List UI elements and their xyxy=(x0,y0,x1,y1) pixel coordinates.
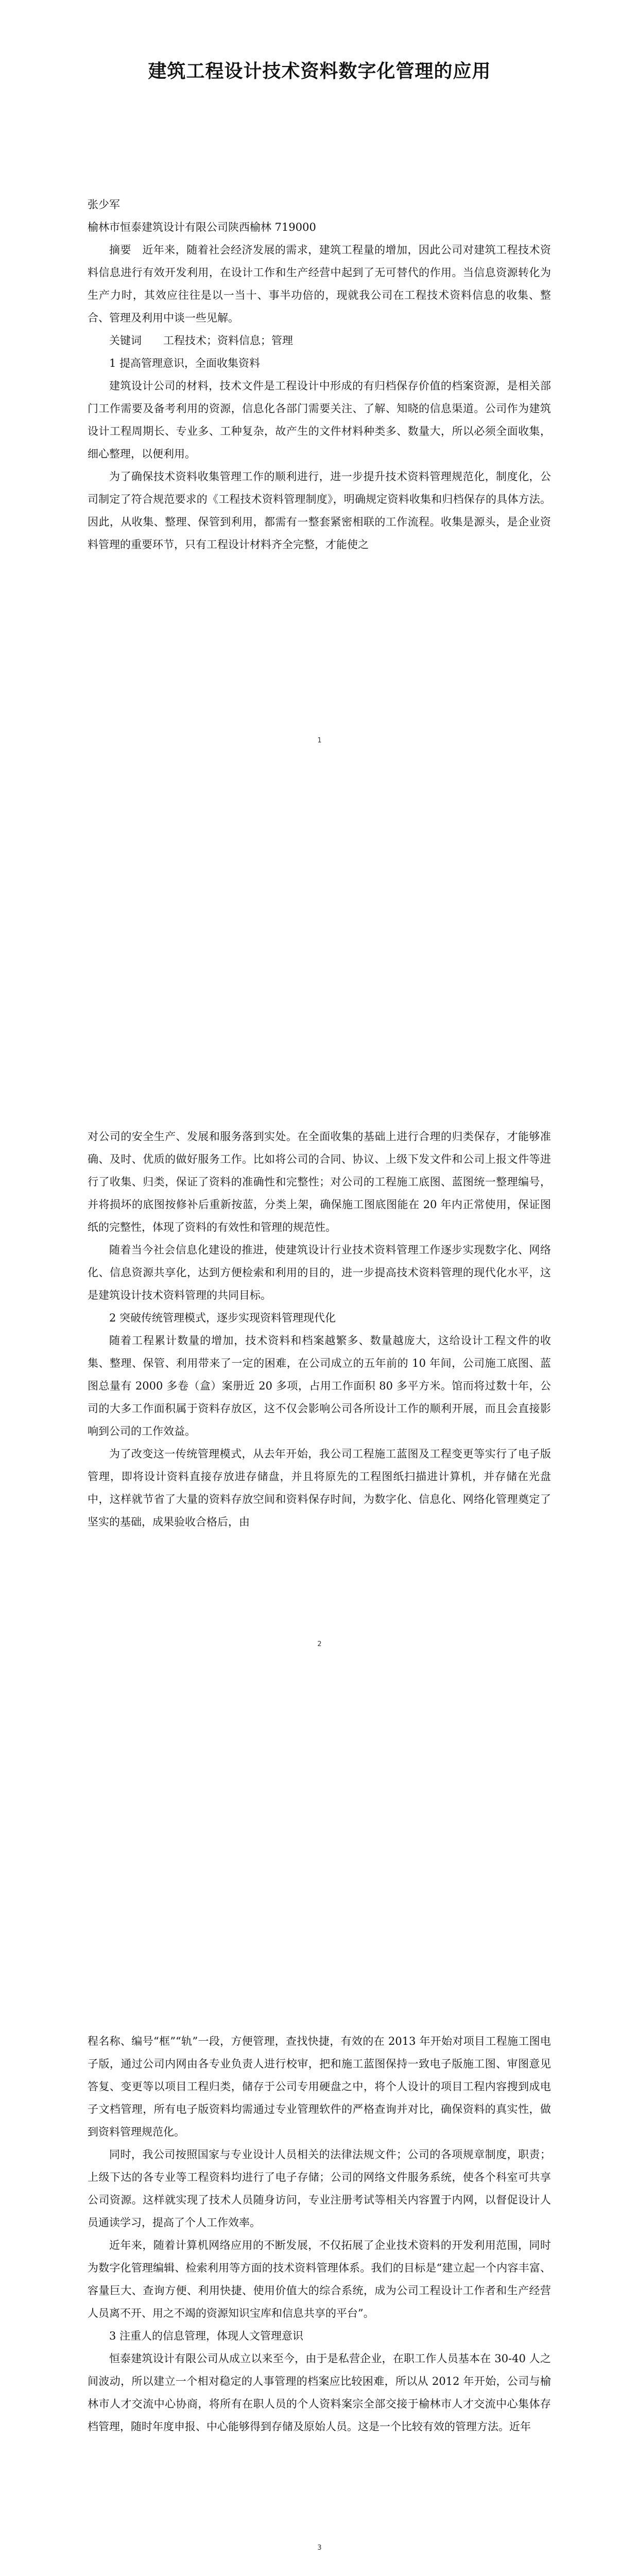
body-paragraph: 为了改变这一传统管理模式，从去年开始，我公司工程施工蓝图及工程变更等实行了电子版管理，即将设计资料直接存放进存储盘，并且将原先的工程图纸扫描进计算机，并存储在光盘中，这样就节省了大量的资料存放空间和资料保存时间，为数字化、信息化、网络化管理奠定了坚实的基础，成果验收合格后，由 xyxy=(88,1448,551,1528)
body-paragraph: 随着工程累计数量的增加，技术资料和档案越繁多、数量越庞大，这给设计工程文件的收集、整理、保管、利用带来了一定的困难，在公司成立的五年前的 10 年间，公司施工底图、蓝图总量有 2000 多卷（盒）案册近 20 多项，占用工作面积 80 多平方米。馆而将过数十年，公司的大多工作面积属于资料存放区，这不仅会影响公司各所设计工作的顺利开展，而且会直接影响到公司的工作效益。 xyxy=(88,1334,551,1437)
section-heading: 2 突破传统管理模式，逐步实现资料管理现代化 xyxy=(109,1312,336,1324)
body-paragraph: 建筑设计公司的材料，技术文件是工程设计中形成的有归档保存价值的档案资源，是相关部门工作需要及备考利用的资源，信息化各部门需要关注、了解、知晓的信息渠道。公司作为建筑设计工程周期长、专业多、工种复杂，故产生的文件材料种类多、数量大，所以必须全面收集，细心整理，以便利用。 xyxy=(88,380,551,460)
page-3-content xyxy=(88,2030,551,2438)
author-name: 张少军 xyxy=(88,198,120,211)
body-paragraph: 对公司的安全生产、发展和服务落到实处。在全面收集的基础上进行合理的归类保存，才能够准确、及时、优质的做好服务工作。比如将公司的合同、协议、上级下发文件和公司上报文件等进行了收集、归类，保证了资料的准确性和完整性；对公司的工程施工底图、蓝图统一整理编号，并将损坏的底图按修补后重新按蓝，分类上架，确保施工图底图能在 20 年内正常使用，保证图纸的完整性，体现了资料的有效性和管理的规范性。 xyxy=(88,1130,551,1233)
document-title: 建筑工程设计技术资料数字化管理的应用 xyxy=(148,61,491,82)
page-number: 1 xyxy=(317,737,322,744)
page-number: 3 xyxy=(317,2544,322,2552)
body-paragraph: 随着当今社会信息化建设的推进，使建筑设计行业技术资料管理工作逐步实现数字化、网络化、信息资源共享化，达到方便检索和利用的目的，进一步提高技术资料管理的现代化水平，这是建筑设计技术资料管理的共同目标。 xyxy=(88,1244,551,1301)
page-number: 2 xyxy=(317,1640,322,1648)
section-heading: 1 提高管理意识，全面收集资料 xyxy=(109,357,261,369)
body-paragraph: 程名称、编号“框”“轨”一段，方便管理，查找快捷，有效的在 2013 年开始对项目工程施工图电子版，通过公司内网由各专业负责人进行校审，把和施工蓝图保持一致电子版施工图、审图意见答复、变更等以项目工程归类，储存于公司专用硬盘之中，将个人设计的项目工程内容搜到成电子文档管理，所有电子版资料均需通过专业管理软件的严格查询并对比，确保资料的真实性，做到资料管理规范化。 xyxy=(88,2035,551,2138)
body-paragraph: 为了确保技术资料收集管理工作的顺利进行，进一步提升技术资料管理规范化，制度化，公司制定了符合规范要求的《工程技术资料管理制度》，明确规定资料收集和归档保存的具体方法。因此，从收集、整理、保管到利用，都需有一整套紧密相联的工作流程。收集是源头，是企业资料管理的重要环节，只有工程设计材料齐全完整，才能使之 xyxy=(88,470,551,551)
page-3 xyxy=(0,1807,639,2576)
page-2 xyxy=(0,904,639,1807)
body-paragraph: 近年来，随着计算机网络应用的不断发展，不仅拓展了企业技术资料的开发利用范围，同时为数字化管理编辑、检索利用等方面的技术资料管理体系。我们的目标是“建立起一个内容丰富、容量巨大、查询方便、利用快捷、使用价值大的综合系统，成为公司工程设计工作者和生产经营人员离不开、用之不竭的资源知识宝库和信息共享的平台”。 xyxy=(88,2239,551,2319)
page-2-content xyxy=(88,1125,551,1533)
page-1-content xyxy=(88,193,551,556)
page-1 xyxy=(0,0,639,904)
keywords-paragraph: 关键词 工程技术；资料信息；管理 xyxy=(109,334,293,347)
abstract-paragraph: 摘要 近年来，随着社会经济发展的需求，建筑工程量的增加，因此公司对建筑工程技术资料信息进行有效开发利用，在设计工作和生产经营中起到了无可替代的作用。当信息资源转化为生产力时，其效应往往是以一当十、事半功倍的，现就我公司在工程技术资料信息的收集、整合、管理及利用中谈一些见解。 xyxy=(88,244,551,324)
author-affiliation: 榆林市恒泰建筑设计有限公司陕西榆林 719000 xyxy=(88,221,316,233)
section-heading: 3 注重人的信息管理，体现人文管理意识 xyxy=(109,2330,304,2342)
body-paragraph: 同时，我公司按照国家与专业设计人员相关的法律法规文件；公司的各项规章制度，职责；上级下达的各专业等工程资料均进行了电子存储；公司的网络文件服务系统，使各个科室可共享公司资源。这样就实现了技术人员随身访问，专业注册考试等相关内容置于内网，以督促设计人员通读学习，提高了个人工作效率。 xyxy=(88,2148,551,2229)
body-paragraph: 恒泰建筑设计有限公司从成立以来至今，由于是私营企业，在职工作人员基本在 30-40 人之间波动，所以建立一个相对稳定的人事管理的档案应比较困难，所以从 2012 年开始，公司与榆林市人才交流中心协商，将所有在职人员的个人资料案宗全部交接于榆林市人才交流中心集体存档管理，随时年度申报、中心能够得到存储及原始人员。这是一个比较有效的管理方法。近年 xyxy=(88,2352,551,2433)
